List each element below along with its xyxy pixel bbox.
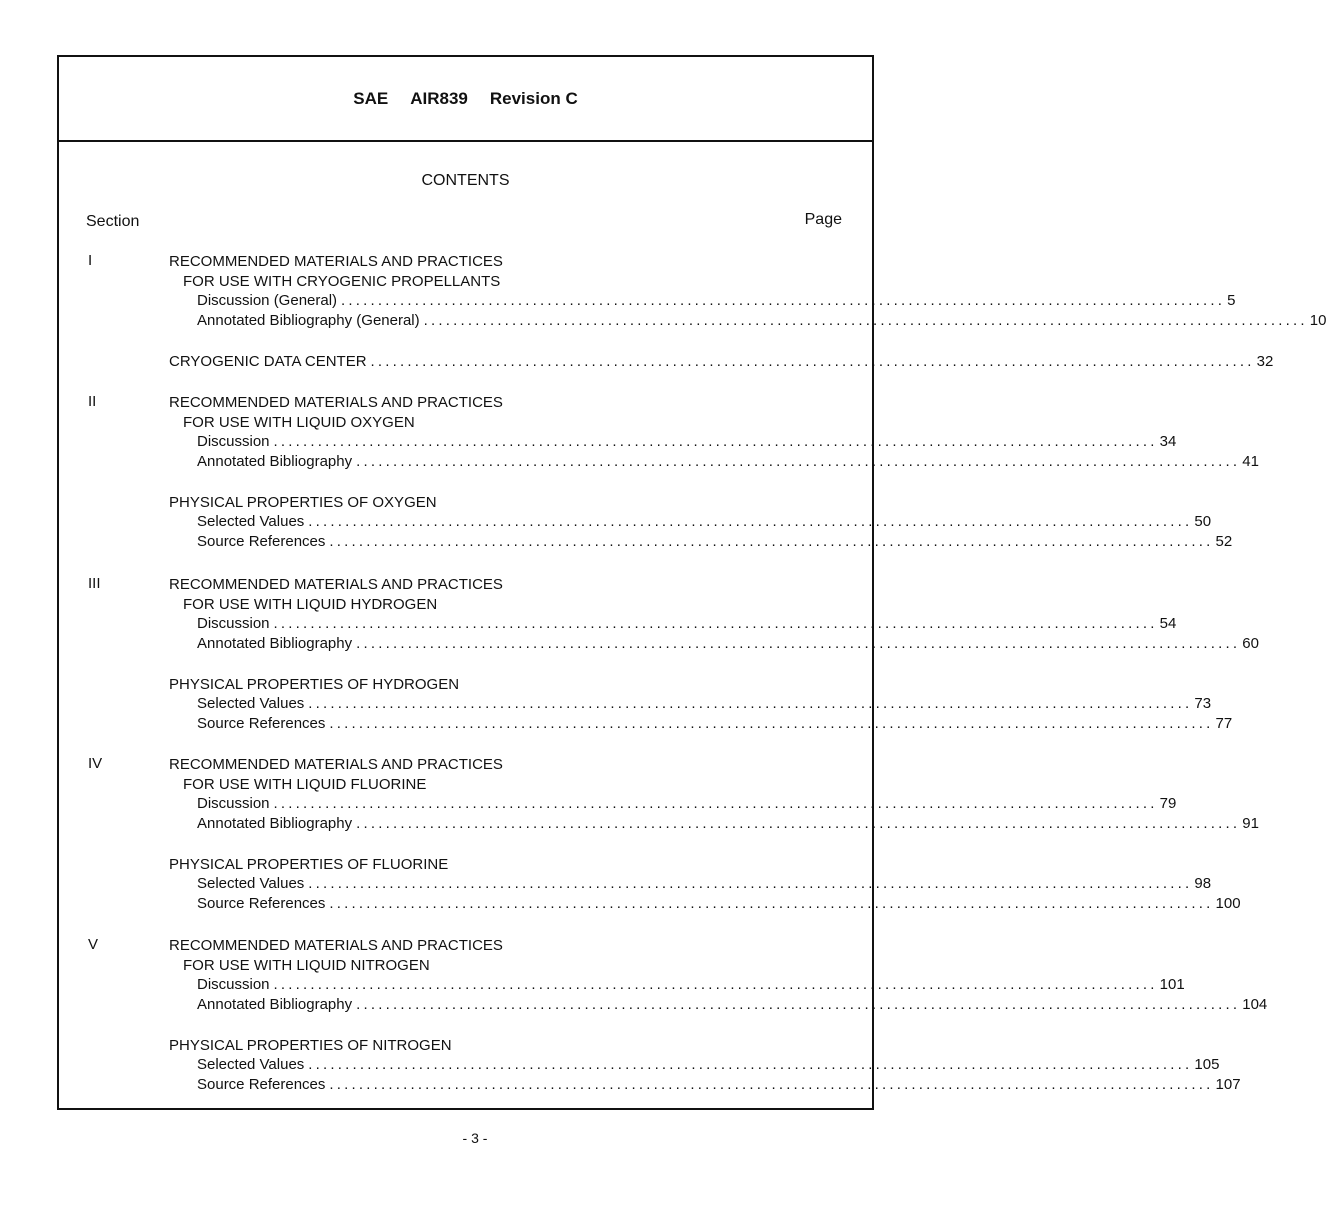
toc-entry-label: Selected Values bbox=[197, 1056, 305, 1073]
physical-properties-heading: PHYSICAL PROPERTIES OF NITROGEN bbox=[169, 1037, 452, 1054]
toc-entry-page: 5 bbox=[1227, 292, 1236, 309]
toc-entry-page: 41 bbox=[1242, 453, 1259, 470]
dot-leader: ........................................................................................................................ bbox=[273, 433, 1158, 450]
toc-entry-label: Selected Values bbox=[197, 513, 305, 530]
section-heading: RECOMMENDED MATERIALS AND PRACTICES bbox=[169, 253, 503, 270]
header-revision: Revision C bbox=[489, 88, 578, 108]
toc-entry-page: 60 bbox=[1242, 635, 1259, 652]
dot-leader: ........................................................................................................................ bbox=[341, 292, 1226, 309]
toc-entry[interactable] bbox=[197, 996, 1268, 1016]
dot-leader: ........................................................................................................................ bbox=[370, 353, 1255, 370]
toc-entry[interactable] bbox=[197, 312, 1326, 332]
toc-entry-label: Discussion (General) bbox=[197, 292, 338, 309]
section-heading: RECOMMENDED MATERIALS AND PRACTICES bbox=[169, 756, 503, 773]
toc-entry[interactable] bbox=[197, 1056, 1220, 1076]
section-column-header: Section bbox=[86, 213, 140, 230]
toc-entry-label: Annotated Bibliography bbox=[197, 635, 353, 652]
dot-leader: ........................................................................................................................ bbox=[329, 533, 1214, 550]
toc-entry-label: Selected Values bbox=[197, 695, 305, 712]
section-subheading: FOR USE WITH LIQUID HYDROGEN bbox=[183, 596, 438, 613]
dot-leader: ........................................................................................................................ bbox=[308, 513, 1193, 530]
dot-leader: ........................................................................................................................ bbox=[329, 895, 1214, 912]
toc-entry[interactable] bbox=[197, 875, 1212, 895]
dot-leader: ........................................................................................................................ bbox=[356, 996, 1241, 1013]
toc-entry-label: Annotated Bibliography bbox=[197, 453, 353, 470]
toc-entry-page: 50 bbox=[1194, 513, 1212, 530]
physical-properties-heading: PHYSICAL PROPERTIES OF FLUORINE bbox=[169, 856, 449, 873]
section-subheading: FOR USE WITH LIQUID NITROGEN bbox=[183, 957, 430, 974]
contents-title: CONTENTS bbox=[421, 172, 510, 189]
page-frame bbox=[57, 55, 1326, 1110]
toc-entry-page: 73 bbox=[1194, 695, 1212, 712]
toc-entry[interactable] bbox=[197, 895, 1241, 915]
toc-entry-label: Source References bbox=[197, 1076, 326, 1093]
toc-entry-page: 32 bbox=[1256, 353, 1274, 370]
dot-leader: ........................................................................................................................ bbox=[273, 795, 1158, 812]
section-heading: RECOMMENDED MATERIALS AND PRACTICES bbox=[169, 937, 503, 954]
toc-entry[interactable] bbox=[197, 513, 1212, 533]
toc-entry[interactable] bbox=[197, 433, 1177, 453]
section-numeral: I bbox=[88, 252, 93, 269]
physical-properties-heading: PHYSICAL PROPERTIES OF HYDROGEN bbox=[169, 676, 460, 693]
toc-entry-page: 91 bbox=[1242, 815, 1259, 832]
toc-entry-label: Annotated Bibliography bbox=[197, 815, 353, 832]
toc-entry-page: 79 bbox=[1159, 795, 1177, 812]
dot-leader: ........................................................................................................................ bbox=[356, 815, 1241, 832]
dot-leader: ........................................................................................................................ bbox=[356, 635, 1241, 652]
section-heading: RECOMMENDED MATERIALS AND PRACTICES bbox=[169, 394, 503, 411]
toc-entry-page: 10 bbox=[1309, 312, 1326, 329]
section-numeral: II bbox=[88, 393, 97, 410]
header-org: SAE bbox=[353, 88, 389, 108]
toc-entry[interactable] bbox=[197, 533, 1233, 553]
toc-entry[interactable] bbox=[197, 1076, 1241, 1096]
toc-entry-cryogenic-data-center[interactable] bbox=[169, 353, 1274, 373]
toc-entry-label: Discussion bbox=[197, 976, 270, 993]
toc-entry-label: Source References bbox=[197, 715, 326, 732]
toc-entry-label: Selected Values bbox=[197, 875, 305, 892]
toc-entry-page: 34 bbox=[1159, 433, 1177, 450]
toc-entry-page: 52 bbox=[1215, 533, 1233, 550]
toc-entry-page: 107 bbox=[1215, 1076, 1241, 1093]
toc-entry-page: 105 bbox=[1194, 1056, 1220, 1073]
toc-entry-page: 77 bbox=[1215, 715, 1233, 732]
toc-entry[interactable] bbox=[197, 635, 1259, 655]
header-doc-number: AIR839 bbox=[410, 88, 468, 108]
physical-properties-heading: PHYSICAL PROPERTIES OF OXYGEN bbox=[169, 494, 437, 511]
toc-entry-page: 104 bbox=[1242, 996, 1268, 1013]
dot-leader: ........................................................................................................................ bbox=[329, 715, 1214, 732]
toc-entry-label: Discussion bbox=[197, 795, 270, 812]
dot-leader: ........................................................................................................................ bbox=[329, 1076, 1214, 1093]
dot-leader: ........................................................................................................................ bbox=[308, 695, 1193, 712]
section-subheading: FOR USE WITH LIQUID FLUORINE bbox=[183, 776, 427, 793]
toc-entry[interactable] bbox=[197, 976, 1185, 996]
dot-leader: ........................................................................................................................ bbox=[273, 976, 1158, 993]
toc-entry-label: Source References bbox=[197, 533, 326, 550]
dot-leader: ........................................................................................................................ bbox=[308, 1056, 1193, 1073]
page-number: - 3 - bbox=[462, 1130, 488, 1146]
section-numeral: III bbox=[88, 575, 101, 592]
toc-entry-page: 54 bbox=[1159, 615, 1177, 632]
page-column-header: Page bbox=[804, 211, 842, 228]
toc-entry-label: CRYOGENIC DATA CENTER bbox=[169, 353, 367, 370]
section-subheading: FOR USE WITH CRYOGENIC PROPELLANTS bbox=[183, 273, 501, 290]
document-header bbox=[59, 57, 872, 142]
toc-entry-page: 101 bbox=[1159, 976, 1185, 993]
toc-entry[interactable] bbox=[197, 695, 1212, 715]
toc-entry[interactable] bbox=[197, 292, 1236, 312]
toc-entry[interactable] bbox=[197, 453, 1259, 473]
section-heading: RECOMMENDED MATERIALS AND PRACTICES bbox=[169, 576, 503, 593]
dot-leader: ........................................................................................................................ bbox=[423, 312, 1308, 329]
dot-leader: ........................................................................................................................ bbox=[273, 615, 1158, 632]
section-numeral: IV bbox=[88, 755, 103, 772]
section-numeral: V bbox=[88, 936, 99, 953]
toc-entry-page: 98 bbox=[1194, 875, 1212, 892]
toc-entry-label: Annotated Bibliography (General) bbox=[197, 312, 420, 329]
toc-entry[interactable] bbox=[197, 715, 1233, 735]
toc-entry[interactable] bbox=[197, 815, 1259, 835]
toc-entry[interactable] bbox=[197, 795, 1177, 815]
toc-entry-label: Annotated Bibliography bbox=[197, 996, 353, 1013]
toc-entry-label: Source References bbox=[197, 895, 326, 912]
toc-entry-label: Discussion bbox=[197, 433, 270, 450]
section-subheading: FOR USE WITH LIQUID OXYGEN bbox=[183, 414, 415, 431]
toc-entry[interactable] bbox=[197, 615, 1177, 635]
toc-entry-page: 100 bbox=[1215, 895, 1241, 912]
dot-leader: ........................................................................................................................ bbox=[308, 875, 1193, 892]
toc-entry-label: Discussion bbox=[197, 615, 270, 632]
dot-leader: ........................................................................................................................ bbox=[356, 453, 1241, 470]
